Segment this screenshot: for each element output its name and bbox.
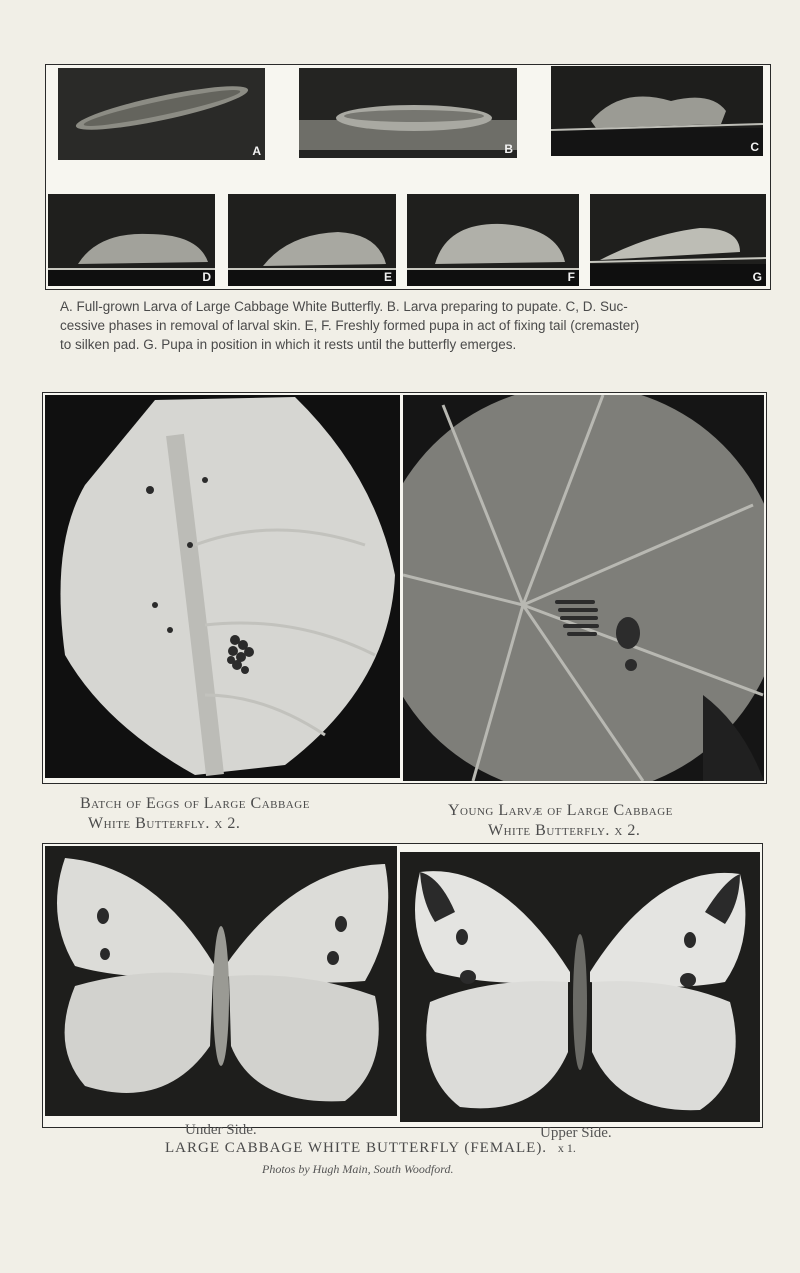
pupa-icon [407,194,579,286]
photo-credit: Photos by Hugh Main, South Woodford. [262,1162,454,1176]
photo-butterfly-upperside [400,852,760,1122]
photo-young-larvae [403,395,764,781]
panel-label-g: G [752,270,762,284]
caption-line: White Butterfly. x 2. [488,822,641,839]
panel-label-a: A [252,144,261,158]
photo-panel-a [58,68,265,160]
plate-title: LARGE CABBAGE WHITE BUTTERFLY (FEMALE). [165,1140,548,1156]
scale-label: x 1. [557,1141,576,1155]
photo-egg-batch [45,395,400,778]
photo-panel-d [48,194,215,286]
pupa-icon [228,194,396,286]
nasturtium-leaf-icon [403,395,764,781]
photo-panel-e [228,194,396,286]
butterfly-icon [400,852,760,1122]
larva-icon [551,66,763,156]
larva-icon [299,68,517,158]
caption-line: to silken pad. G. Pupa in position in which it rests until the butterfly emerges. [60,337,517,352]
young-larvae-caption [448,801,768,841]
caption-line: Young Larvæ of Large Cabbage [448,802,673,819]
panel-label-f: F [567,270,575,284]
panel-label-d: D [202,270,211,284]
butterfly-plate-title [165,1140,576,1157]
top-plate-caption [60,297,780,354]
pupa-icon [590,194,766,286]
photo-panel-b [299,68,517,158]
panel-label-b: B [504,142,513,156]
panel-label-c: C [750,140,759,154]
photo-panel-f [407,194,579,286]
larva-icon [58,68,265,160]
pupa-icon [48,194,215,286]
photo-panel-c [551,66,763,156]
cabbage-leaf-icon [45,395,400,778]
butterfly-icon [45,846,397,1116]
upperside-label: Upper Side. [540,1125,612,1141]
caption-line: Batch of Eggs of Large Cabbage [80,795,310,812]
caption-line: cessive phases in removal of larval skin. E, F. Freshly formed pupa in act of fixing tail (cremaster) [60,318,640,333]
caption-line: A. Full-grown Larva of Large Cabbage White Butterfly. B. Larva preparing to pupate. C, D. Suc- [60,299,628,314]
panel-label-e: E [383,270,392,284]
underside-label: Under Side. [185,1122,257,1138]
photo-butterfly-underside [45,846,397,1116]
egg-batch-caption [80,794,390,834]
photo-panel-g [590,194,766,286]
caption-line: White Butterfly. x 2. [88,815,241,832]
